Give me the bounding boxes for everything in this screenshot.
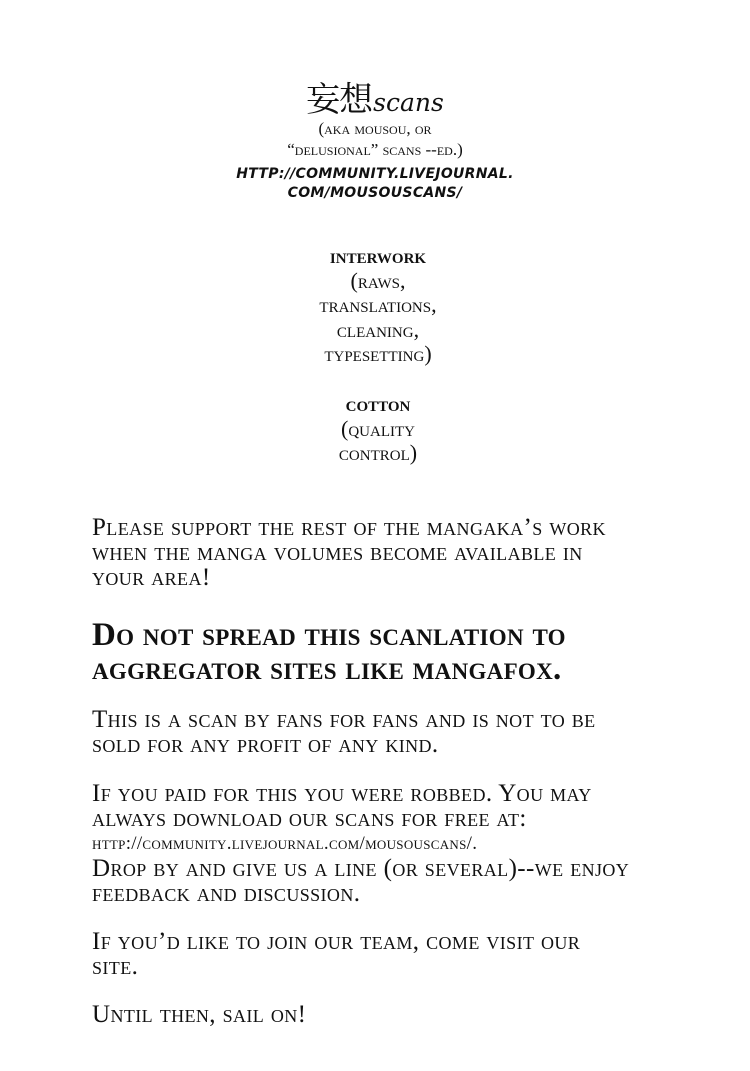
- logo-script: scans: [373, 88, 444, 117]
- aka-line: (aka mousou, or: [318, 119, 432, 138]
- fans-paragraph: [92, 707, 692, 757]
- text-line: your area!: [92, 564, 211, 591]
- download-url[interactable]: http://community.livejournal.com/mousouscans/.: [92, 833, 478, 854]
- closing-line: [92, 1002, 692, 1027]
- paid-paragraph: [92, 781, 692, 906]
- text-line: If you’d like to join our team, come visit our: [92, 928, 581, 955]
- support-paragraph: [92, 515, 692, 590]
- text-line: always download our scans for free at:: [92, 805, 527, 832]
- aka-note: [0, 118, 750, 160]
- credit-role-line: typesetting): [324, 341, 432, 366]
- text-line: Please support the rest of the mangaka’s work: [92, 514, 606, 541]
- group-url-line: COM/MOUSOUSCANS/: [287, 185, 463, 201]
- text-line: site.: [92, 953, 139, 980]
- warning-line: aggregator sites like mangafox.: [92, 651, 562, 687]
- text-line: If you paid for this you were robbed. You may: [92, 780, 592, 807]
- credit-interwork: [3, 244, 750, 367]
- group-url: [0, 165, 750, 203]
- aka-line: “delusional” scans --ed.): [287, 140, 463, 159]
- text-line: Drop by and give us a line (or several)--we enjoy: [92, 855, 630, 882]
- group-logo: [0, 72, 750, 121]
- credit-role-line: (raws,: [350, 267, 406, 293]
- group-url-line: HTTP://COMMUNITY.LIVEJOURNAL.: [236, 166, 514, 182]
- text-line: Until then, sail on!: [92, 1001, 307, 1028]
- text-line: This is a scan by fans for fans and is not to be: [92, 706, 596, 733]
- logo-kanji: 妄想: [306, 80, 373, 120]
- text-line: sold for any profit of any kind.: [92, 731, 439, 758]
- credit-name: interwork: [329, 243, 427, 268]
- aggregator-warning: [92, 618, 712, 686]
- join-paragraph: [92, 929, 692, 979]
- text-line: feedback and discussion.: [92, 880, 361, 907]
- credit-role-line: cleaning,: [336, 316, 420, 342]
- credit-cotton: [3, 392, 750, 466]
- warning-line: Do not spread this scanlation to: [92, 617, 566, 653]
- credit-name: cotton: [345, 391, 411, 416]
- credit-role-line: translations,: [319, 292, 437, 317]
- credit-role-line: (quality: [341, 415, 415, 441]
- text-line: when the manga volumes become available in: [92, 539, 583, 566]
- credit-role-line: control): [338, 440, 418, 465]
